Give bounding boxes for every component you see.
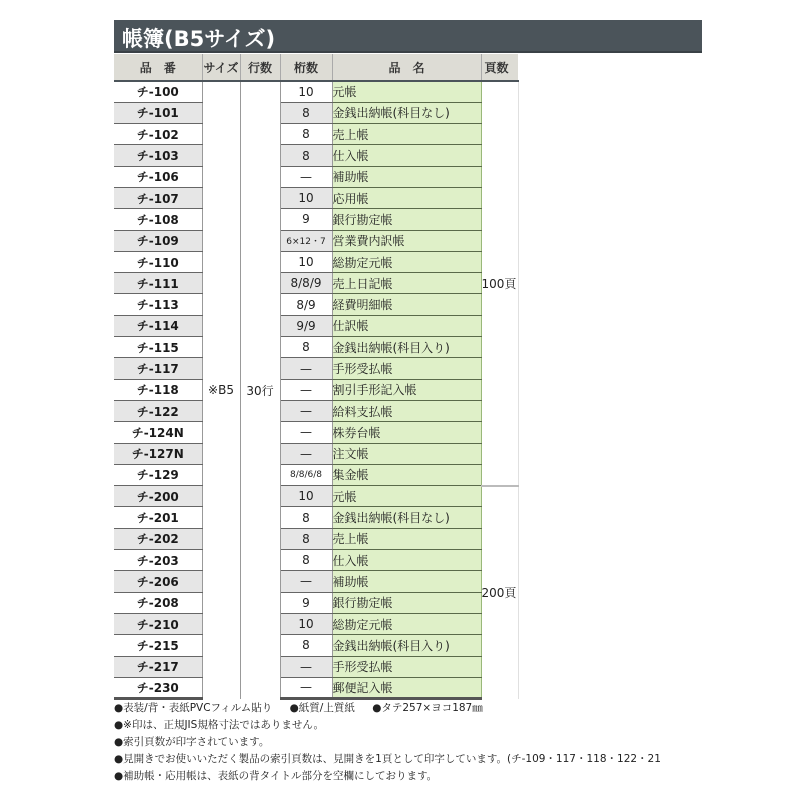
digits-cell: —	[280, 422, 332, 443]
table-row	[114, 102, 518, 123]
footnote-line-1	[114, 700, 800, 717]
page-title: 帳簿(B5サイズ)	[122, 27, 276, 51]
footnote-line-4: ●見開きでお使いいただく製品の索引頁数は、見開きを1頁として印字しています。(チ-109・117・118・122・21	[114, 753, 661, 765]
table-row	[114, 464, 518, 485]
product-name: 元帳	[332, 81, 481, 102]
table-row	[114, 230, 518, 251]
digits-cell: 8	[280, 337, 332, 358]
table-row	[114, 613, 518, 634]
digits-cell: 8	[280, 550, 332, 571]
table-row	[114, 81, 518, 102]
digits-cell: —	[280, 358, 332, 379]
digits-cell: 10	[280, 81, 332, 102]
product-code: チ-110	[114, 251, 202, 272]
size-cell: ※B5	[202, 81, 240, 699]
digits-cell: —	[280, 656, 332, 677]
digits-cell: 10	[280, 187, 332, 208]
table-body	[114, 81, 518, 699]
product-name: 売上日記帳	[332, 273, 481, 294]
table-row	[114, 251, 518, 272]
table-row	[114, 124, 518, 145]
product-name: 経費明細帳	[332, 294, 481, 315]
digits-cell: 9	[280, 209, 332, 230]
digits-cell: 9	[280, 592, 332, 613]
table-row	[114, 273, 518, 294]
digits-cell: 8	[280, 102, 332, 123]
column-header-name: 品 名	[332, 54, 481, 81]
product-name: 集金帳	[332, 464, 481, 485]
footnote-paper: ●紙質/上質紙	[289, 702, 355, 714]
digits-cell: —	[280, 677, 332, 698]
digits-cell: 8	[280, 635, 332, 656]
product-code: チ-230	[114, 677, 202, 698]
digits-cell: 8	[280, 507, 332, 528]
table-row	[114, 528, 518, 549]
table-row	[114, 337, 518, 358]
table-row	[114, 486, 518, 507]
product-code: チ-111	[114, 273, 202, 294]
table-row	[114, 209, 518, 230]
product-code: チ-122	[114, 400, 202, 421]
footnote-dimensions: ●タテ257×ヨコ187㎜	[372, 702, 483, 714]
product-name: 金銭出納帳(科目入り)	[332, 635, 481, 656]
product-code: チ-124N	[114, 422, 202, 443]
product-code: チ-113	[114, 294, 202, 315]
product-code: チ-101	[114, 102, 202, 123]
product-name: 手形受払帳	[332, 358, 481, 379]
product-code: チ-109	[114, 230, 202, 251]
column-header-code: 品 番	[114, 54, 202, 81]
digits-cell: 6×12・7	[280, 230, 332, 251]
digits-cell: —	[280, 443, 332, 464]
column-header-lines: 行数	[240, 54, 280, 81]
digits-cell: 8	[280, 124, 332, 145]
table-row	[114, 677, 518, 698]
ledger-table	[114, 54, 519, 700]
digits-cell: —	[280, 571, 332, 592]
product-name: 補助帳	[332, 166, 481, 187]
product-code: チ-215	[114, 635, 202, 656]
footnote-line-3: ●索引頁数が印字されています。	[114, 736, 270, 748]
product-name: 金銭出納帳(科目入り)	[332, 337, 481, 358]
product-code: チ-201	[114, 507, 202, 528]
product-name: 応用帳	[332, 187, 481, 208]
product-name: 郵便記入帳	[332, 677, 481, 698]
title-bar	[114, 20, 702, 53]
footnote-binding: ●表装/背・表紙PVCフィルム貼り	[114, 702, 273, 714]
table-row	[114, 145, 518, 166]
product-name: 元帳	[332, 486, 481, 507]
product-code: チ-200	[114, 486, 202, 507]
digits-cell: 10	[280, 251, 332, 272]
product-name: 金銭出納帳(科目なし)	[332, 102, 481, 123]
table-row	[114, 635, 518, 656]
product-name: 割引手形記入帳	[332, 379, 481, 400]
column-header-pages: 頁数	[481, 54, 518, 81]
product-name: 売上帳	[332, 124, 481, 145]
table-row	[114, 166, 518, 187]
digits-cell: —	[280, 400, 332, 421]
product-name: 銀行勘定帳	[332, 209, 481, 230]
product-name: 総勘定元帳	[332, 251, 481, 272]
product-name: 仕入帳	[332, 550, 481, 571]
table-row	[114, 507, 518, 528]
lines-cell: 30行	[240, 81, 280, 699]
product-code: チ-100	[114, 81, 202, 102]
column-header-size: サイズ	[202, 54, 240, 81]
digits-cell: —	[280, 379, 332, 400]
product-code: チ-108	[114, 209, 202, 230]
table-row	[114, 315, 518, 336]
product-name: 売上帳	[332, 528, 481, 549]
digits-cell: 9/9	[280, 315, 332, 336]
product-name: 補助帳	[332, 571, 481, 592]
table-row	[114, 358, 518, 379]
table-row	[114, 571, 518, 592]
product-name: 給料支払帳	[332, 400, 481, 421]
pages-cell-100: 100頁	[481, 81, 518, 486]
table-header-row	[114, 54, 518, 81]
product-code: チ-129	[114, 464, 202, 485]
product-code: チ-127N	[114, 443, 202, 464]
product-code: チ-107	[114, 187, 202, 208]
table-row	[114, 592, 518, 613]
product-code: チ-117	[114, 358, 202, 379]
table-row	[114, 379, 518, 400]
table-row	[114, 187, 518, 208]
product-code: チ-103	[114, 145, 202, 166]
digits-cell: 8/8/6/8	[280, 464, 332, 485]
footnote-line-5: ●補助帳・応用帳は、表紙の背タイトル部分を空欄にしております。	[114, 770, 438, 782]
product-name: 仕入帳	[332, 145, 481, 166]
product-code: チ-115	[114, 337, 202, 358]
digits-cell: 10	[280, 613, 332, 634]
digits-cell: 10	[280, 486, 332, 507]
digits-cell: 8/8/9	[280, 273, 332, 294]
product-code: チ-114	[114, 315, 202, 336]
product-code: チ-210	[114, 613, 202, 634]
product-name: 仕訳帳	[332, 315, 481, 336]
table-row	[114, 400, 518, 421]
product-code: チ-106	[114, 166, 202, 187]
product-code: チ-208	[114, 592, 202, 613]
product-code: チ-203	[114, 550, 202, 571]
table-row	[114, 422, 518, 443]
product-code: チ-102	[114, 124, 202, 145]
product-code: チ-118	[114, 379, 202, 400]
product-code: チ-217	[114, 656, 202, 677]
digits-cell: —	[280, 166, 332, 187]
product-name: 株券台帳	[332, 422, 481, 443]
product-name: 営業費内訳帳	[332, 230, 481, 251]
product-name: 総勘定元帳	[332, 613, 481, 634]
footnote-line-2: ●※印は、正規JIS規格寸法ではありません。	[114, 719, 324, 731]
column-header-digits: 桁数	[280, 54, 332, 81]
pages-cell-200: 200頁	[481, 486, 518, 699]
product-code: チ-206	[114, 571, 202, 592]
product-name: 注文帳	[332, 443, 481, 464]
digits-cell: 8	[280, 528, 332, 549]
table-row	[114, 656, 518, 677]
table-row	[114, 294, 518, 315]
product-name: 銀行勘定帳	[332, 592, 481, 613]
table-row	[114, 443, 518, 464]
product-code: チ-202	[114, 528, 202, 549]
footnotes	[114, 700, 800, 785]
digits-cell: 8/9	[280, 294, 332, 315]
digits-cell: 8	[280, 145, 332, 166]
product-name: 手形受払帳	[332, 656, 481, 677]
product-name: 金銭出納帳(科目なし)	[332, 507, 481, 528]
table-row	[114, 550, 518, 571]
